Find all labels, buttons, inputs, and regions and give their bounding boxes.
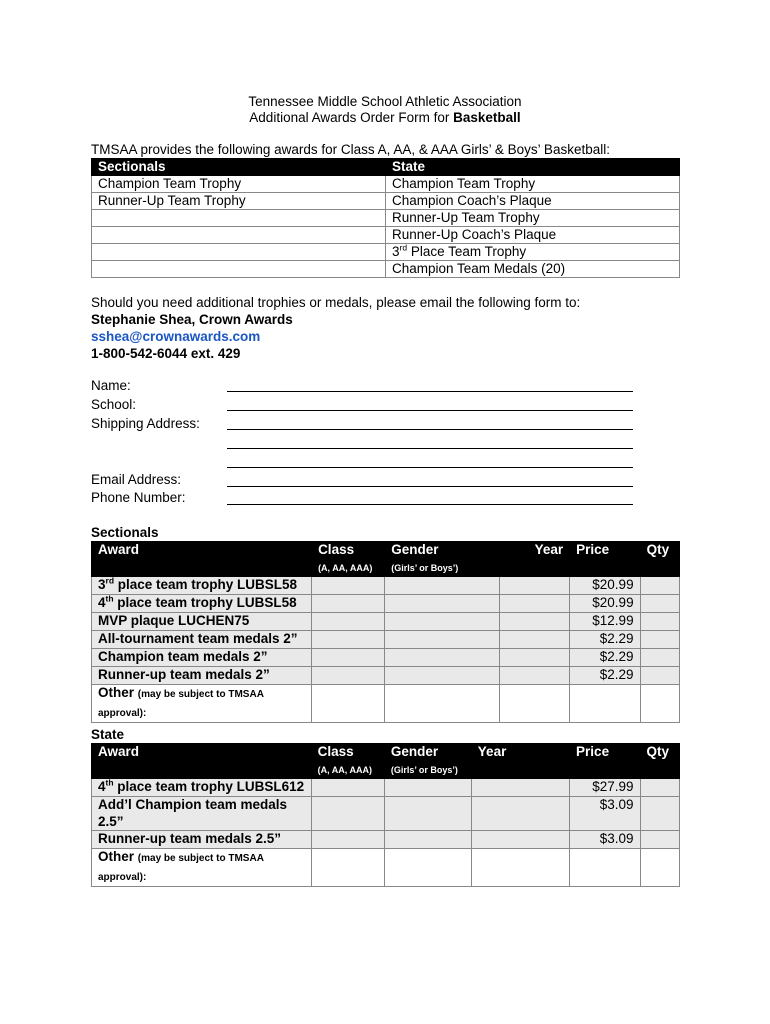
order-item-row xyxy=(92,613,680,631)
shipping-field-line-3[interactable] xyxy=(227,467,633,468)
other-label: Other (may be subject to TMSAA approval): xyxy=(92,849,312,887)
header-class-sub: (A, AA, AAA) xyxy=(318,562,373,573)
header-gender-sub: (Girls’ or Boys’) xyxy=(391,562,459,573)
item-name: Champion team medals 2” xyxy=(92,649,312,667)
sectionals-title: Sectionals xyxy=(91,525,159,540)
class-input-cell[interactable] xyxy=(312,595,385,613)
qty-input-cell[interactable] xyxy=(640,649,679,667)
email-field-line[interactable] xyxy=(227,486,633,487)
gender-input-cell[interactable] xyxy=(385,595,499,613)
phone-number-label: Phone Number: xyxy=(91,490,186,505)
gender-input-cell[interactable] xyxy=(384,831,471,849)
awards-header-sectionals: Sectionals xyxy=(92,159,386,176)
header-price: Price xyxy=(570,542,640,577)
school-field-line[interactable] xyxy=(227,410,633,411)
state-other-row xyxy=(92,849,680,887)
shipping-address-label: Shipping Address: xyxy=(91,416,200,431)
price-input-cell[interactable] xyxy=(570,685,640,723)
year-input-cell[interactable] xyxy=(499,667,569,685)
item-name: Runner-up team medals 2” xyxy=(92,667,312,685)
year-input-cell[interactable] xyxy=(471,779,569,797)
gender-input-cell[interactable] xyxy=(385,649,499,667)
awards-state-cell: Champion Team Trophy xyxy=(386,176,680,193)
order-item-row xyxy=(92,649,680,667)
state-header-row xyxy=(92,744,680,779)
awards-sectionals-cell xyxy=(92,244,386,261)
class-input-cell[interactable] xyxy=(312,577,385,595)
awards-sectionals-cell xyxy=(92,210,386,227)
gender-input-cell[interactable] xyxy=(385,667,499,685)
item-price: $12.99 xyxy=(570,613,640,631)
other-note: (may be subject to TMSAA approval): xyxy=(98,689,264,719)
intro-text: TMSAA provides the following awards for Class A, AA, & AAA Girls’ & Boys’ Basketball: xyxy=(91,142,610,157)
header-qty: Qty xyxy=(640,744,679,779)
awards-sectionals-cell: Champion Team Trophy xyxy=(92,176,386,193)
item-name: Runner-up team medals 2.5” xyxy=(92,831,312,849)
order-item-row xyxy=(92,667,680,685)
year-input-cell[interactable] xyxy=(499,649,569,667)
item-price: $2.29 xyxy=(570,667,640,685)
item-name: Add’l Champion team medals 2.5” xyxy=(92,797,312,831)
awards-state-cell xyxy=(386,244,680,261)
form-title-line2 xyxy=(0,110,770,125)
awards-state-cell: Runner-Up Team Trophy xyxy=(386,210,680,227)
class-input-cell[interactable] xyxy=(312,667,385,685)
contact-email-wrap xyxy=(91,329,260,344)
qty-input-cell[interactable] xyxy=(640,779,679,797)
state-title: State xyxy=(91,727,125,742)
qty-input-cell[interactable] xyxy=(640,797,679,831)
item-name: 3rd place team trophy LUBSL58 xyxy=(92,577,312,595)
header-award: Award xyxy=(92,744,312,779)
name-label: Name: xyxy=(91,378,131,393)
order-item-row xyxy=(92,577,680,595)
form-title-line1: Tennessee Middle School Athletic Association xyxy=(248,94,522,109)
header-gender: Gender (Girls’ or Boys’) xyxy=(384,744,471,779)
awards-state-cell: Champion Coach’s Plaque xyxy=(386,193,680,210)
class-input-cell[interactable] xyxy=(311,797,384,831)
school-label: School: xyxy=(91,397,137,412)
order-item-row xyxy=(92,631,680,649)
header-class: Class (A, AA, AAA) xyxy=(311,744,384,779)
year-input-cell[interactable] xyxy=(471,797,569,831)
awards-header-state: State xyxy=(386,159,680,176)
header-price: Price xyxy=(570,744,641,779)
third-place-trophy-text: 3rd Place Team Trophy xyxy=(392,242,527,259)
item-price: $2.29 xyxy=(570,631,640,649)
awards-sectionals-cell xyxy=(92,227,386,244)
order-item-row xyxy=(92,831,680,849)
state-order-table xyxy=(91,743,680,887)
shipping-field-line-1[interactable] xyxy=(227,429,633,430)
contact-intro: Should you need additional trophies or medals, please email the following form to: xyxy=(91,295,581,310)
item-name: 4th place team trophy LUBSL58 xyxy=(92,595,312,613)
header-class: Class (A, AA, AAA) xyxy=(312,542,385,577)
header-gender-sub: (Girls’ or Boys’) xyxy=(390,764,458,775)
order-item-row xyxy=(92,779,680,797)
class-input-cell[interactable] xyxy=(312,685,385,723)
item-price: $3.09 xyxy=(570,797,641,831)
header-class-sub: (A, AA, AAA) xyxy=(317,764,372,775)
contact-phone: 1-800-542-6044 ext. 429 xyxy=(91,346,241,361)
qty-input-cell[interactable] xyxy=(640,849,679,887)
item-price: $20.99 xyxy=(570,577,640,595)
header-qty: Qty xyxy=(640,542,679,577)
qty-input-cell[interactable] xyxy=(640,667,679,685)
gender-input-cell[interactable] xyxy=(385,631,499,649)
gender-input-cell[interactable] xyxy=(384,779,471,797)
awards-sectionals-cell: Runner-Up Team Trophy xyxy=(92,193,386,210)
item-name: 4th place team trophy LUBSL612 xyxy=(92,779,312,797)
other-note: (may be subject to TMSAA approval): xyxy=(98,853,264,883)
year-input-cell[interactable] xyxy=(499,613,569,631)
year-input-cell[interactable] xyxy=(499,685,569,723)
gender-input-cell[interactable] xyxy=(385,613,499,631)
gender-input-cell[interactable] xyxy=(385,577,499,595)
name-field-line[interactable] xyxy=(227,391,633,392)
year-input-cell[interactable] xyxy=(499,631,569,649)
qty-input-cell[interactable] xyxy=(640,685,679,723)
class-input-cell[interactable] xyxy=(312,631,385,649)
awards-state-cell: Champion Team Medals (20) xyxy=(386,261,680,278)
gender-input-cell[interactable] xyxy=(384,797,471,831)
item-name: MVP plaque LUCHEN75 xyxy=(92,613,312,631)
header-award: Award xyxy=(92,542,312,577)
contact-email-link[interactable]: sshea@crownawards.com xyxy=(91,329,261,344)
awards-table xyxy=(91,158,680,278)
header-year: Year xyxy=(471,744,569,779)
sectionals-header-row xyxy=(92,542,680,577)
header-gender: Gender (Girls’ or Boys’) xyxy=(385,542,499,577)
qty-input-cell[interactable] xyxy=(640,613,679,631)
item-price: $20.99 xyxy=(570,595,640,613)
form-title-sport: Basketball xyxy=(453,110,521,125)
class-input-cell[interactable] xyxy=(311,779,384,797)
form-title-prefix: Additional Awards Order Form for xyxy=(249,110,454,125)
gender-input-cell[interactable] xyxy=(385,685,499,723)
qty-input-cell[interactable] xyxy=(640,831,679,849)
class-input-cell[interactable] xyxy=(311,831,384,849)
phone-field-line[interactable] xyxy=(227,504,633,505)
qty-input-cell[interactable] xyxy=(640,631,679,649)
year-input-cell[interactable] xyxy=(499,577,569,595)
class-input-cell[interactable] xyxy=(311,849,384,887)
qty-input-cell[interactable] xyxy=(640,595,679,613)
shipping-field-line-2[interactable] xyxy=(227,448,633,449)
order-item-row xyxy=(92,797,680,831)
year-input-cell[interactable] xyxy=(471,849,569,887)
sectionals-order-table xyxy=(91,541,680,723)
item-price: $2.29 xyxy=(570,649,640,667)
awards-sectionals-cell xyxy=(92,261,386,278)
class-input-cell[interactable] xyxy=(312,649,385,667)
contact-name: Stephanie Shea, Crown Awards xyxy=(91,312,293,327)
year-input-cell[interactable] xyxy=(499,595,569,613)
other-label: Other (may be subject to TMSAA approval): xyxy=(92,685,312,723)
item-price: $3.09 xyxy=(570,831,641,849)
item-name: All-tournament team medals 2” xyxy=(92,631,312,649)
order-item-row xyxy=(92,595,680,613)
sectionals-other-row xyxy=(92,685,680,723)
awards-state-cell: Runner-Up Coach’s Plaque xyxy=(386,227,680,244)
item-price: $27.99 xyxy=(570,779,641,797)
price-input-cell[interactable] xyxy=(570,849,641,887)
year-input-cell[interactable] xyxy=(471,831,569,849)
email-address-label: Email Address: xyxy=(91,472,182,487)
header-year: Year xyxy=(499,542,569,577)
gender-input-cell[interactable] xyxy=(384,849,471,887)
class-input-cell[interactable] xyxy=(312,613,385,631)
qty-input-cell[interactable] xyxy=(640,577,679,595)
